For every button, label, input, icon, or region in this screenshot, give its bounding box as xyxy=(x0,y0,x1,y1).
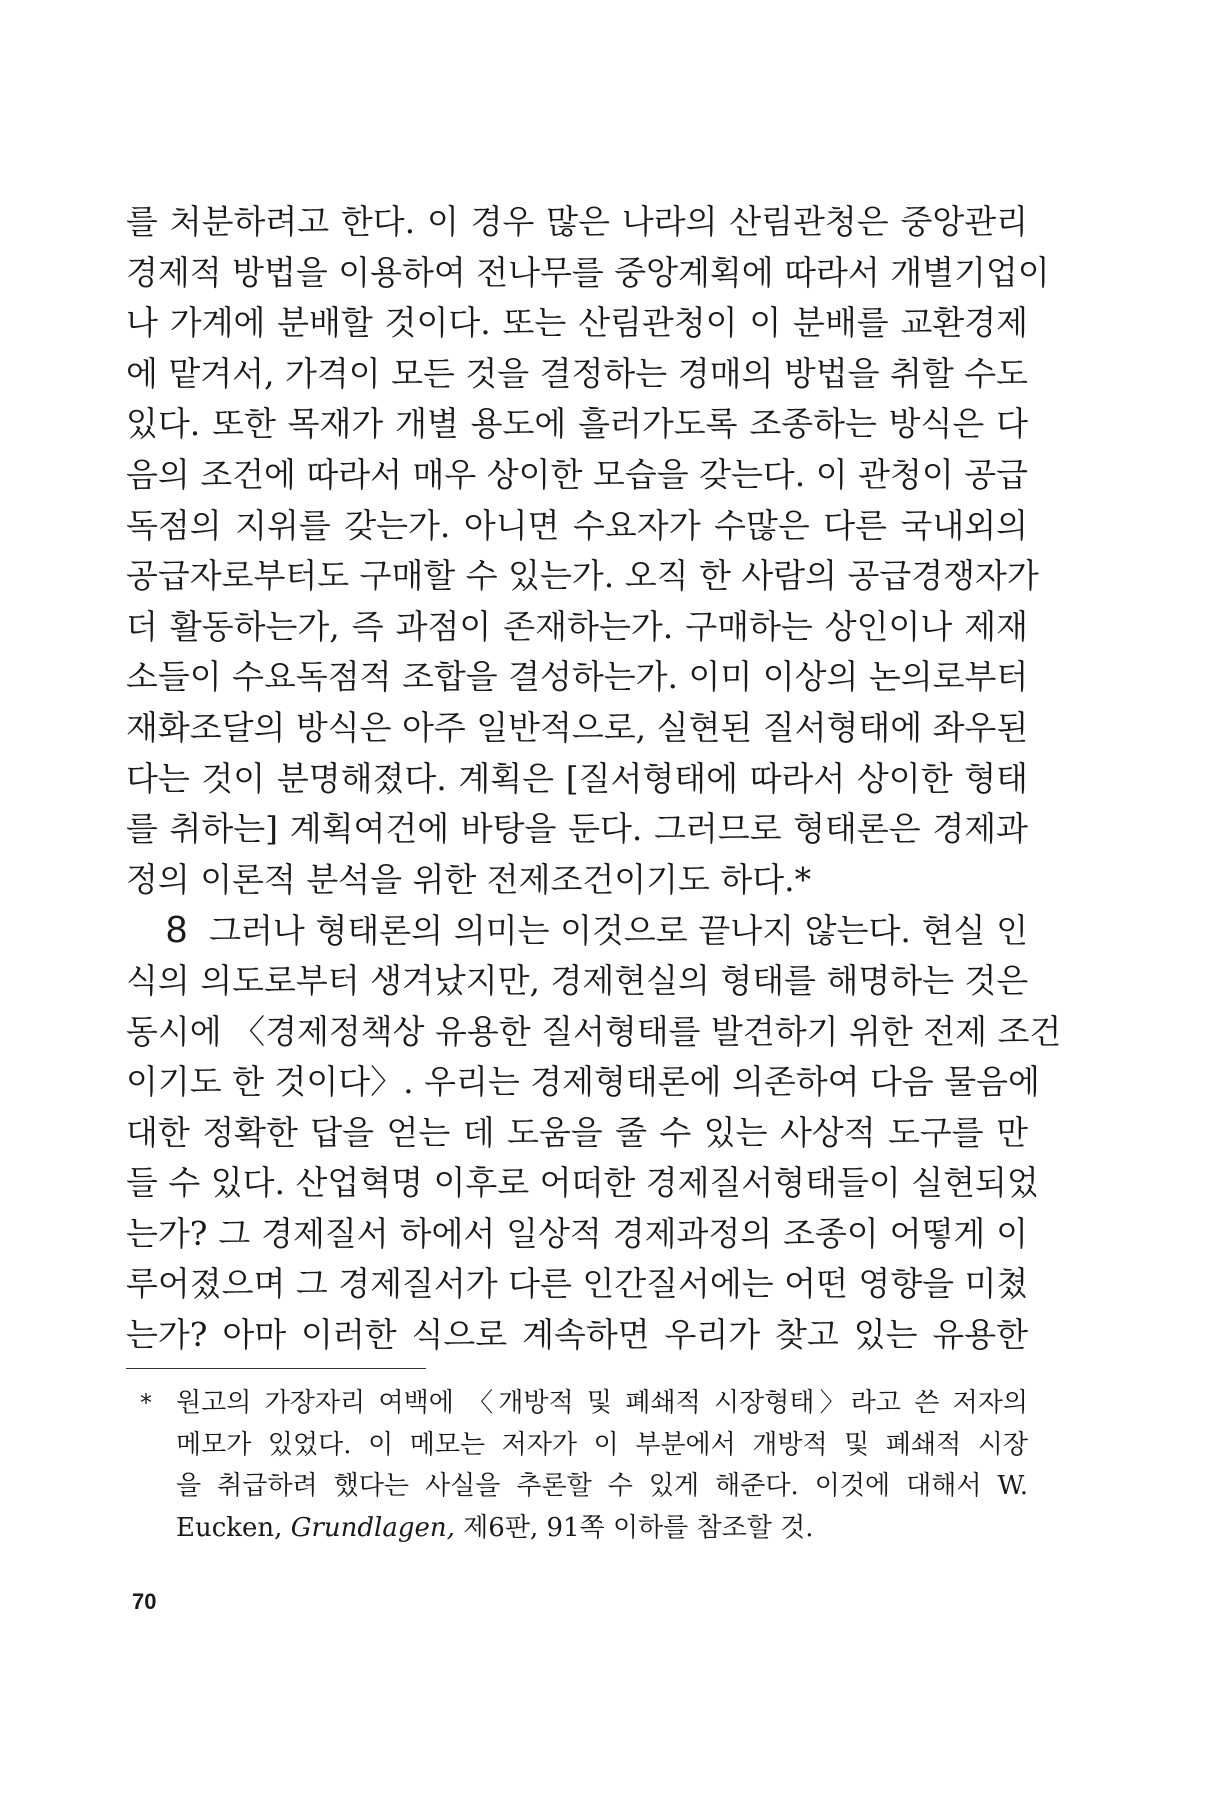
footnote-book-title: Grundlagen, xyxy=(290,1512,455,1543)
text-line: 들 수 있다. 산업혁명 이후로 어떠한 경제질서형태들이 실현되었 xyxy=(126,1163,1039,1203)
text-line: 재화조달의 방식은 아주 일반적으로, 실현된 질서형태에 좌우된 xyxy=(126,707,1029,747)
text-line: 대한 정확한 답을 얻는 데 도움을 줄 수 있는 사상적 도구를 만 xyxy=(126,1112,1028,1152)
paragraph-8-first-line xyxy=(126,905,1028,956)
text-line: 는가? 그 경제질서 하에서 일상적 경제과정의 조종이 어떻게 이 xyxy=(126,1213,1028,1253)
footnote-last-line xyxy=(126,1508,1028,1550)
footnote-author: Eucken, xyxy=(176,1512,291,1543)
text-line: 는가? 아마 이러한 식으로 계속하면 우리가 찾고 있는 유용한 xyxy=(126,1315,1028,1355)
footnote xyxy=(126,1383,1028,1549)
text-line: 정의 이론적 분석을 위한 전제조건이기도 하다.* xyxy=(126,859,812,899)
text-line: 독점의 지위를 갖는가. 아니면 수요자가 수많은 다른 국내외의 xyxy=(126,505,1028,545)
text-line: 음의 조건에 따라서 매우 상이한 모습을 갖는다. 이 관청이 공급 xyxy=(126,454,1028,494)
footnote-reference: 제6판, 91쪽 이하를 참조할 것. xyxy=(454,1512,814,1543)
text-line: 나 가계에 분배할 것이다. 또는 산림관청이 이 분배를 교환경제 xyxy=(126,303,1028,343)
text-line: 더 활동하는가, 즉 과점이 존재하는가. 구매하는 상인이나 제재 xyxy=(126,606,1028,646)
footnote-divider xyxy=(126,1368,426,1369)
paragraph-number: 8 xyxy=(166,909,188,952)
footnote-marker: * xyxy=(140,1389,152,1417)
main-text xyxy=(126,197,1062,1361)
text-line: 다는 것이 분명해졌다. 계획은 [질서형태에 따라서 상이한 형태 xyxy=(126,758,1028,798)
text-line: 루어졌으며 그 경제질서가 다른 인간질서에는 어떤 영향을 미쳤 xyxy=(126,1264,1029,1304)
text-line: 를 처분하려고 한다. 이 경우 많은 나라의 산림관청은 중앙관리 xyxy=(126,202,1028,241)
text-line: 식의 의도로부터 생겨났지만, 경제현실의 형태를 해명하는 것은 xyxy=(126,960,1029,1000)
text-line: 동시에 〈경제정책상 유용한 질서형태를 발견하기 위한 전제 조건 xyxy=(126,1011,1062,1051)
footnote-line: 메모가 있었다. 이 메모는 저자가 이 부분에서 개방적 및 폐쇄적 시장 xyxy=(176,1429,1028,1460)
text-line: 공급자로부터도 구매할 수 있는가. 오직 한 사람의 공급경쟁자가 xyxy=(126,556,1039,596)
text-line: 있다. 또한 목재가 개별 용도에 흘러가도록 조종하는 방식은 다 xyxy=(126,404,1028,444)
text-line: 에 맡겨서, 가격이 모든 것을 결정하는 경매의 방법을 취할 수도 xyxy=(126,353,1028,393)
page-number: 70 xyxy=(132,1589,157,1614)
text-line: 를 취하는] 계획여건에 바탕을 둔다. 그러므로 형태론은 경제과 xyxy=(126,809,1028,849)
footnote-line: 을 취급하려 했다는 사실을 추론할 수 있게 해준다. 이것에 대해서 W. xyxy=(176,1471,1028,1501)
text-line: 이기도 한 것이다〉. 우리는 경제형태론에 의존하여 다음 물음에 xyxy=(126,1062,1040,1102)
footnote-line: 원고의 가장자리 여백에 〈개방적 및 폐쇄적 시장형태〉라고 쓴 저자의 xyxy=(176,1388,1029,1418)
text-line: 소들이 수요독점적 조합을 결성하는가. 이미 이상의 논의로부터 xyxy=(126,657,1029,697)
text-line: 그러나 형태론의 의미는 이것으로 끝나지 않는다. 현실 인 xyxy=(209,911,1028,951)
text-line: 경제적 방법을 이용하여 전나무를 중앙계획에 따라서 개별기업이 xyxy=(126,252,1050,292)
footnote-first-line xyxy=(126,1383,1028,1425)
